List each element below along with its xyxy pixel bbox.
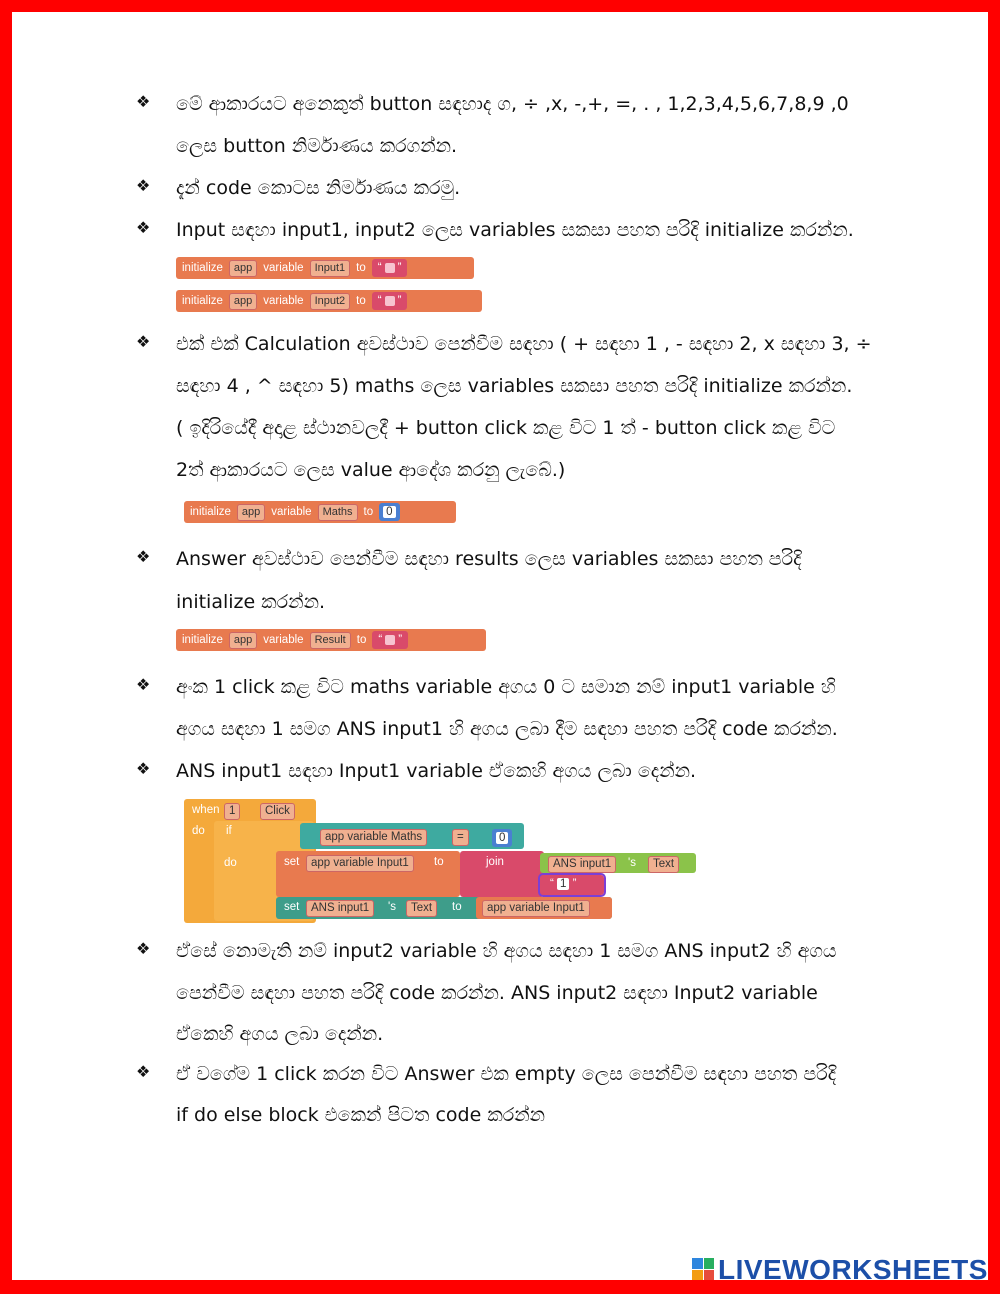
empty-text-block: “ ” xyxy=(372,292,408,310)
text-line: 2ත් ආකාරයට ලෙස value ආදේශ කරනු ලැබේ.) xyxy=(176,459,566,481)
component-name: ANS input1 xyxy=(548,856,616,873)
text-line: මේ ආකාරයට අනෙකුත් button සඳහාද ග, ÷ ,x, -,+, =, . , 1,2,3,4,5,6,7,8,9 ,0 xyxy=(176,93,849,115)
block-var-name: Maths xyxy=(318,504,358,521)
text-line: ( ඉදිරියේදී අදාළ ස්ථානවලදී + button click කළ විට 1 ත් - button click කළ විට xyxy=(176,417,836,439)
block-scope: app xyxy=(229,632,257,649)
text-line: සඳහා 4 , ^ සඳහා 5) maths ලෙස variables සකසා පහත පරිදි initialize කරන්න. xyxy=(176,375,853,397)
do-label: do xyxy=(192,825,205,837)
block-label: initialize xyxy=(182,634,223,646)
to-label: to xyxy=(452,901,462,913)
text-line: අංක 1 click කළ විට maths variable අගය 0 ට සමාන නම් input1 variable හි xyxy=(176,676,836,698)
bullet: ❖ xyxy=(136,92,151,111)
block-label: to xyxy=(356,295,366,307)
text-line: if do else block එකෙන් පිටත code කරන්න xyxy=(176,1104,546,1126)
empty-text-block: “ ” xyxy=(372,631,408,649)
text-line: Answer අවස්ථාව පෙන්වීම සඳහා results ලෙස variables සකසා පහත පරිදි xyxy=(176,548,802,570)
empty-text-block: “ ” xyxy=(372,259,408,277)
block-label: to xyxy=(363,506,374,518)
block-label: variable xyxy=(263,262,304,274)
set-target: app variable Input1 xyxy=(306,855,414,872)
block-var-name: Input2 xyxy=(310,293,351,310)
number-block: 0 xyxy=(492,829,512,847)
bullet: ❖ xyxy=(136,1062,151,1081)
text-line: පෙන්වීම සඳහා පහත පරිදි code කරන්න. ANS input2 සඳහා Input2 variable xyxy=(176,982,818,1004)
event-name: Click xyxy=(260,803,295,820)
text-line: දැන් code කොටස නිර්මාණය කරමු. xyxy=(176,177,461,199)
block-scope: app xyxy=(237,504,265,521)
if-label: if xyxy=(226,825,232,837)
possessive-label: 's xyxy=(388,901,396,913)
bullet: ❖ xyxy=(136,759,151,778)
equals-op: = xyxy=(452,829,469,846)
block-label: variable xyxy=(263,634,304,646)
initialize-result-block xyxy=(176,629,486,651)
block-label: variable xyxy=(271,506,312,518)
join-label: join xyxy=(486,856,504,868)
text-line: ඒසේ නොමැති නම් input2 variable හි අගය සඳහා 1 සමග ANS input2 හි අගය xyxy=(176,940,837,962)
bullet: ❖ xyxy=(136,939,151,958)
text-line: initialize කරන්න. xyxy=(176,591,326,613)
text-line: Input සඳහා input1, input2 ලෙස variables සකසා පහත පරිදි initialize කරන්න. xyxy=(176,219,854,241)
bullet: ❖ xyxy=(136,332,151,351)
block-label: to xyxy=(356,634,367,646)
block-label: to xyxy=(356,262,366,274)
text-line: ANS input1 සඳහා Input1 variable ඒකෙහි අගය ලබා දෙන්න. xyxy=(176,760,697,782)
liveworksheets-logo-icon xyxy=(692,1258,714,1280)
block-label: initialize xyxy=(190,506,231,518)
text-line: ඒකෙහි අගය ලබා දෙන්න. xyxy=(176,1023,384,1045)
bullet: ❖ xyxy=(136,176,151,195)
possessive-label: 's xyxy=(628,857,636,869)
initialize-input2-block xyxy=(176,290,482,312)
text-line: ඒ වගේම 1 click කරන විට Answer එක empty ලෙස පෙන්වීම සඳහා පහත පරිදි xyxy=(176,1063,837,1085)
get-input1-label: app variable Input1 xyxy=(482,900,590,917)
bullet: ❖ xyxy=(136,218,151,237)
page xyxy=(12,12,988,1280)
set-label: set xyxy=(284,856,300,868)
block-var-name: Result xyxy=(310,632,351,649)
block-var-name: Input1 xyxy=(310,260,351,277)
footer-logo[interactable]: LIVEWORKSHEETS xyxy=(718,1254,988,1285)
text-line: එක් එක් Calculation අවස්ථාව පෙන්වීම සඳහා ( + සඳහා 1 , - සඳහා 2, x සඳහා 3, ÷ xyxy=(176,333,872,355)
block-label: variable xyxy=(263,295,304,307)
set-label: set xyxy=(284,901,300,913)
when-click-event-block xyxy=(184,799,675,923)
property-name: Text xyxy=(406,900,437,917)
block-scope: app xyxy=(229,260,257,277)
block-label: initialize xyxy=(182,262,223,274)
property-name: Text xyxy=(648,856,679,873)
bullet: ❖ xyxy=(136,675,151,694)
block-scope: app xyxy=(229,293,257,310)
number-block: 0 xyxy=(379,503,399,521)
initialize-maths-block xyxy=(184,501,456,523)
button-name: 1 xyxy=(224,803,240,820)
text-line: ලෙස button නිර්මාණය කරගන්න. xyxy=(176,135,458,157)
text-line: අගය සඳහා 1 සමග ANS input1 හි අගය ලබා දීම සඳහා පහත පරිදි code කරන්න. xyxy=(176,718,838,740)
block-label: initialize xyxy=(182,295,223,307)
get-maths-block: app variable Maths xyxy=(320,829,427,846)
component-name: ANS input1 xyxy=(306,900,374,917)
initialize-input1-block xyxy=(176,257,474,279)
bullet: ❖ xyxy=(136,547,151,566)
text-literal: “ 1 ” xyxy=(550,878,577,890)
when-label: when xyxy=(192,804,220,816)
do-label: do xyxy=(224,857,237,869)
to-label: to xyxy=(434,856,444,868)
